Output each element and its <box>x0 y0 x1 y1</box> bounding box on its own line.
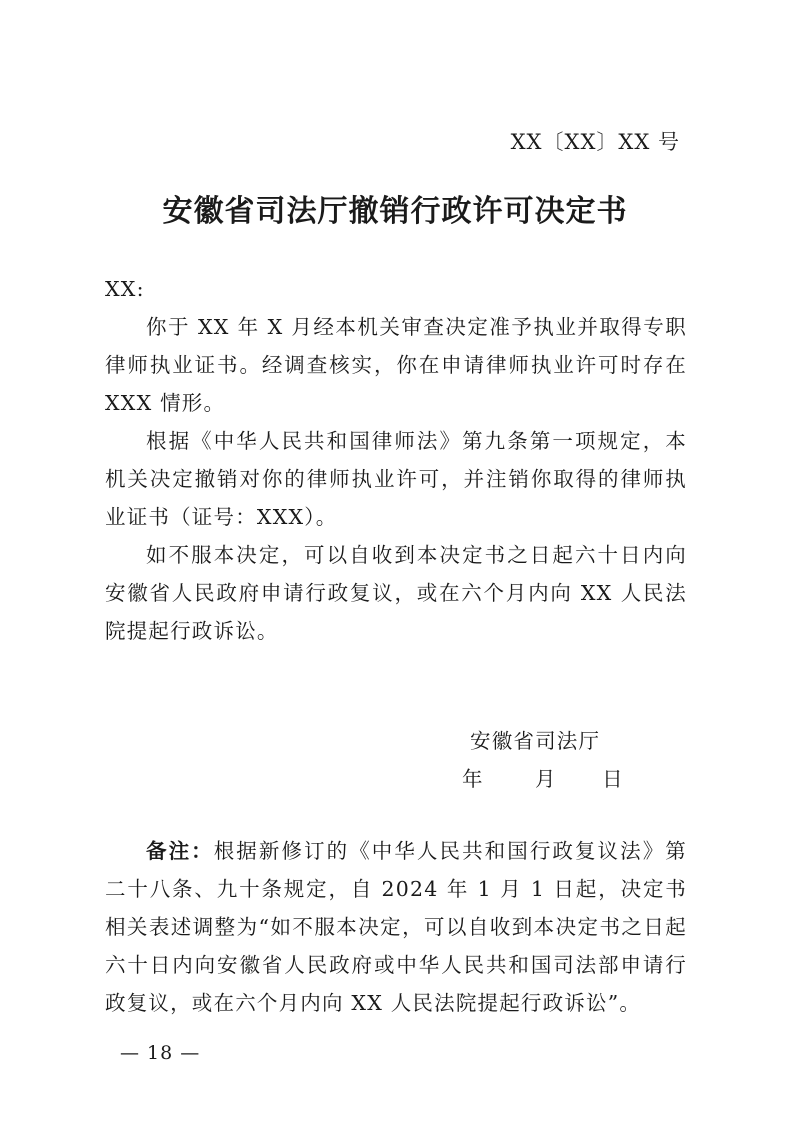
date-day: 日 <box>602 767 623 791</box>
document-title: 安徽省司法厅撤销行政许可决定书 <box>162 194 628 229</box>
remark-label: 备注： <box>146 839 214 863</box>
issue-date <box>462 760 623 798</box>
body-paragraph: 你于 XX 年 X 月经本机关审查决定准予执业并取得专职律师执业证书。经调查核实，你在申请律师执业许可时存在 XXX 情形。 <box>105 315 687 415</box>
remark-text: 根据新修订的《中华人民共和国行政复议法》第二十八条、九十条规定，自 2024 年 1 月 1 日起，决定书相关表述调整为“如不服本决定，可以自收到本决定书之日起六十日内向安徽省人民政府或中华人民共和国司法部申请行政复议，或在六个月内向 XX 人民法院提起行政诉讼”。 <box>105 839 687 1015</box>
page-number: — 18 — <box>120 1042 201 1064</box>
issuer-signature: 安徽省司法厅 <box>470 729 601 753</box>
date-month: 月 <box>535 767 556 791</box>
document-body <box>105 270 687 650</box>
remark-paragraph <box>105 832 687 1022</box>
body-paragraph: 根据《中华人民共和国律师法》第九条第一项规定，本机关决定撤销对你的律师执业许可，并注销你取得的律师执业证书（证号：XXX）。 <box>105 429 687 529</box>
document-number: XX〔XX〕XX 号 <box>510 130 680 154</box>
addressee: XX: <box>105 277 145 301</box>
date-year: 年 <box>462 767 483 791</box>
body-paragraph: 如不服本决定，可以自收到本决定书之日起六十日内向安徽省人民政府申请行政复议，或在六个月内向 XX 人民法院提起行政诉讼。 <box>105 543 687 643</box>
remark-section <box>105 832 687 1022</box>
